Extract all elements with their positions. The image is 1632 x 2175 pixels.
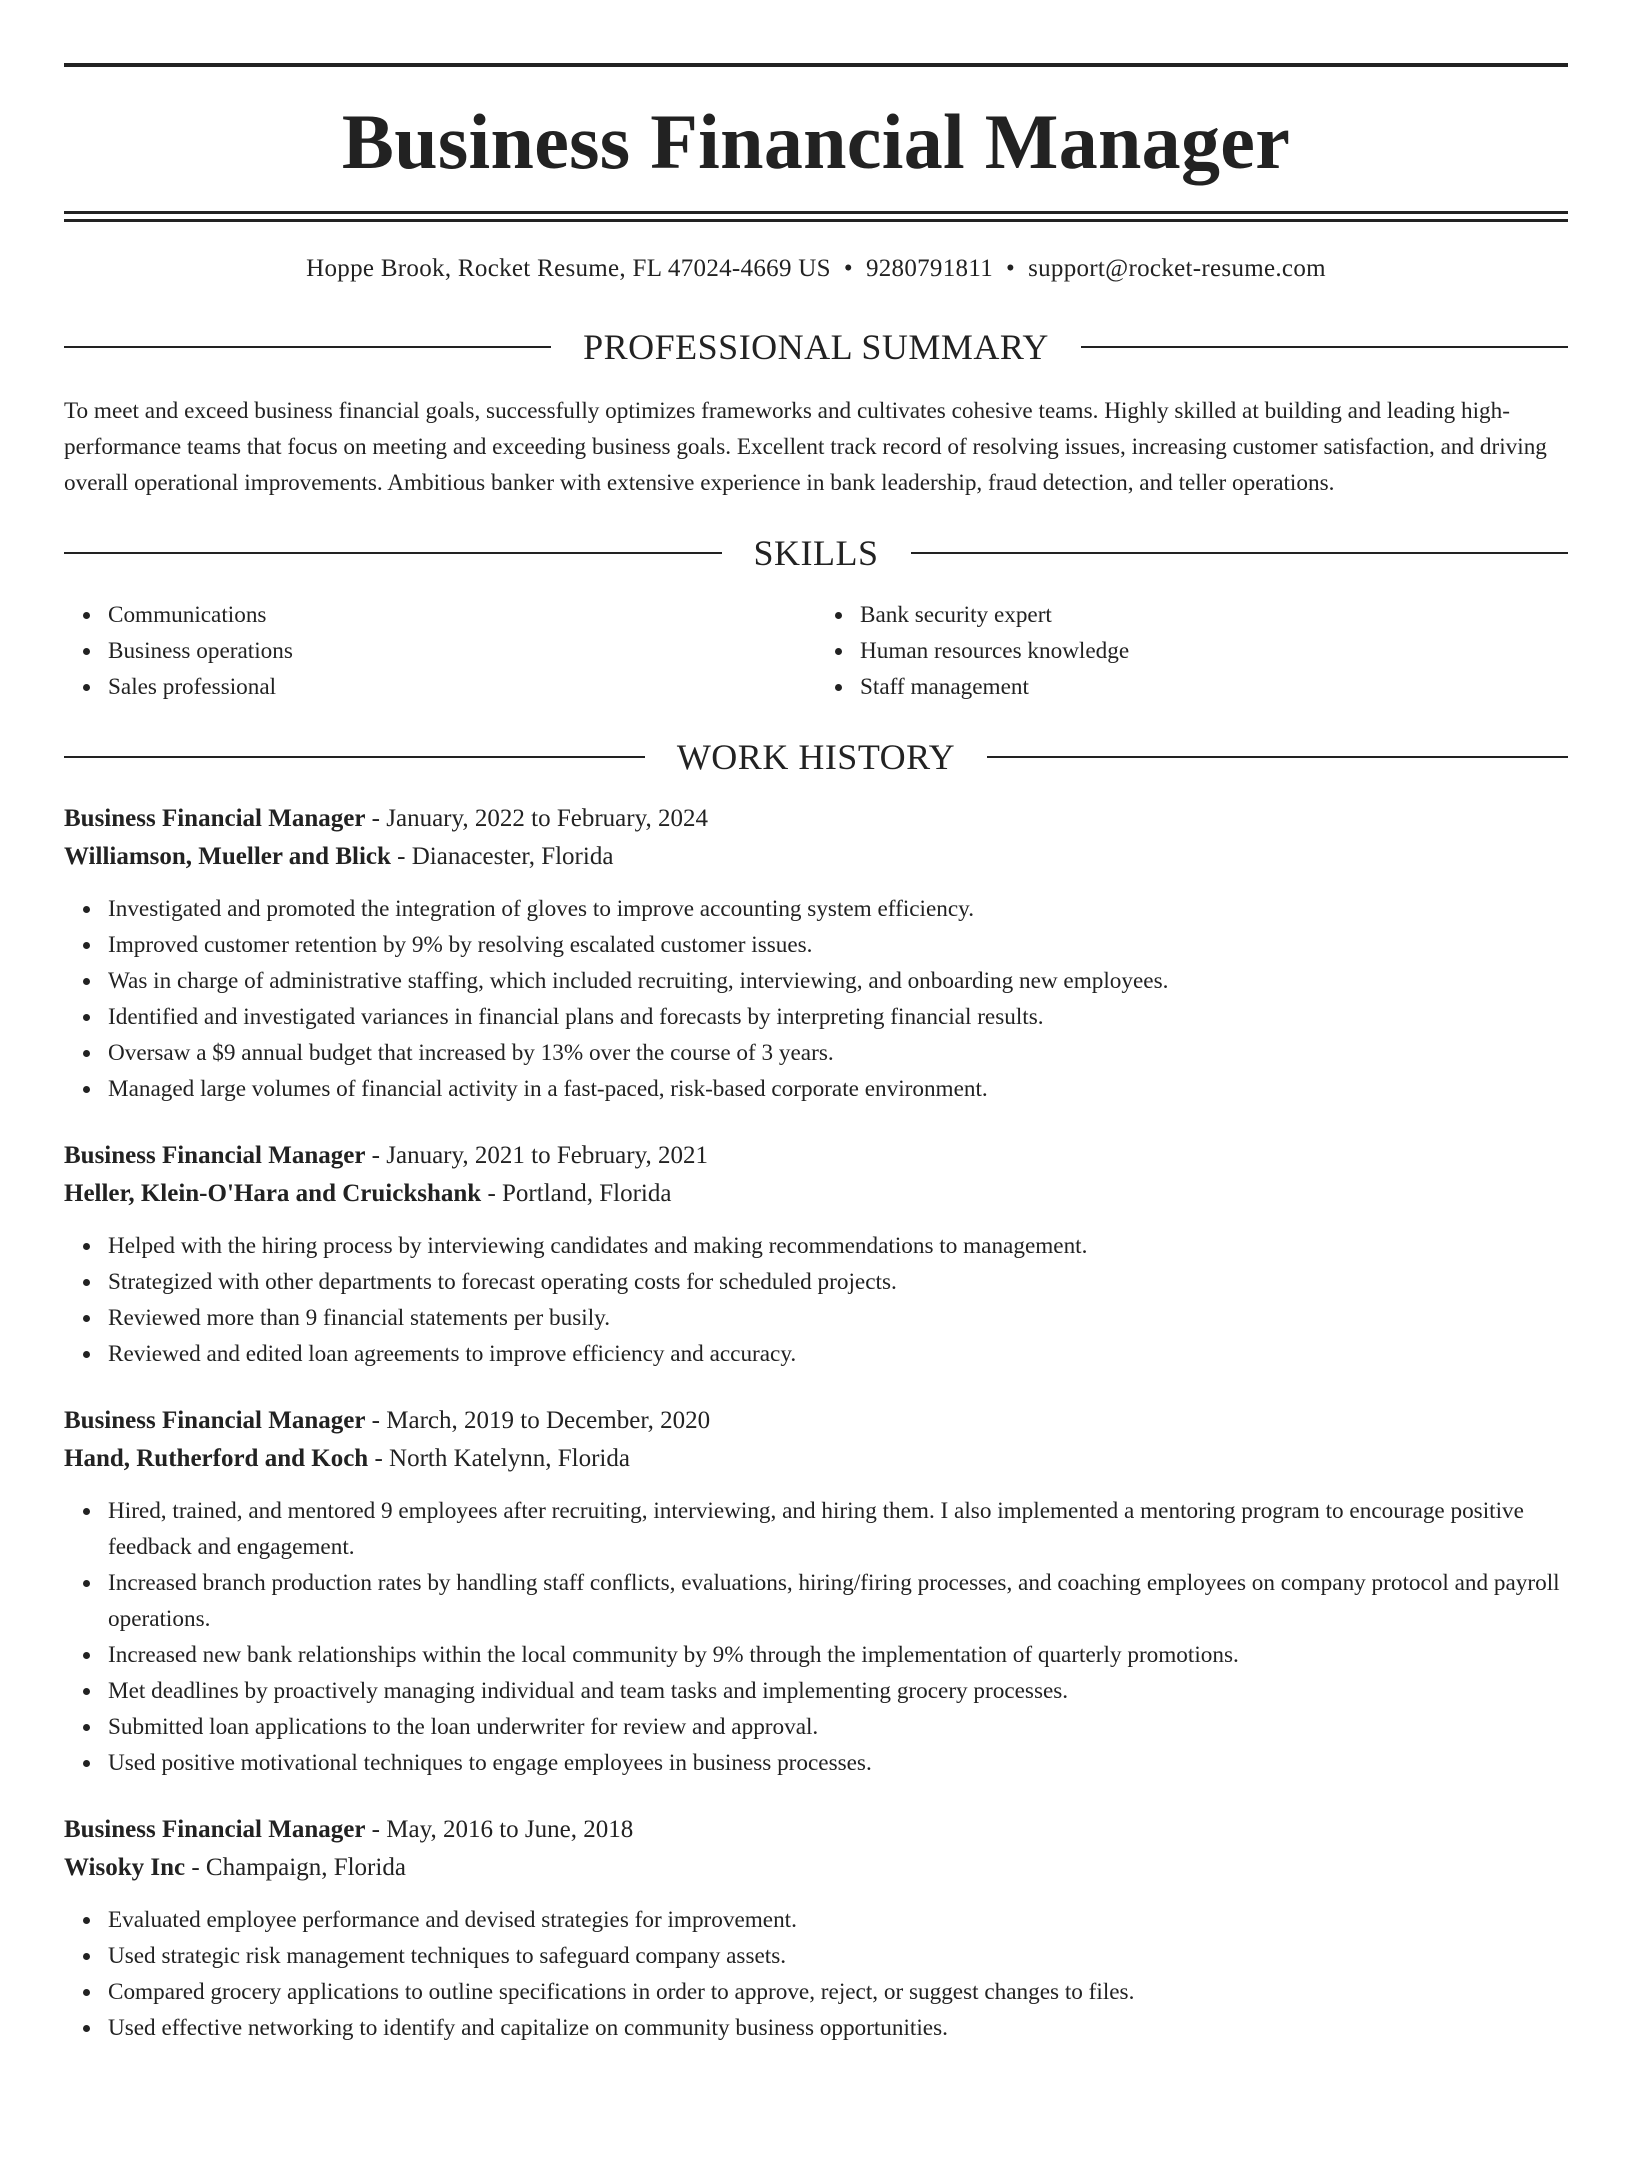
- skill-item: Communications: [108, 597, 816, 633]
- contact-separator: •: [843, 255, 853, 282]
- contact-phone: 9280791811: [865, 255, 994, 282]
- summary-text: To meet and exceed business financial goals, successfully optimizes frameworks and cultivates cohesive teams. Highly skilled at building and leading high-performance teams that focus on meeting and exceeding business goals. Excellent track record of resolving issues, increasing customer satisfaction, and driving overall operational improvements. Ambitious banker with extensive experience in bank leadership, fraud detection, and teller operations.: [64, 398, 1547, 496]
- job-title: Business Financial Manager: [64, 1407, 366, 1434]
- job-duty: Met deadlines by proactively managing individual and team tasks and implementing grocery processes.: [108, 1673, 1568, 1709]
- job-company-line: [64, 1175, 1568, 1213]
- skills-heading: [64, 535, 1568, 571]
- job-duties: [64, 1902, 1568, 2046]
- job-dates: - January, 2021 to February, 2021: [365, 1142, 708, 1169]
- job-duty: Reviewed more than 9 financial statements per busily.: [108, 1300, 1568, 1336]
- job-duty: Increased new bank relationships within the local community by 9% through the implementation of quarterly promotions.: [108, 1637, 1568, 1673]
- summary-heading-text: PROFESSIONAL SUMMARY: [583, 327, 1049, 367]
- job-duty: Identified and investigated variances in financial plans and forecasts by interpreting financial results.: [108, 999, 1568, 1035]
- job-company: Hand, Rutherford and Koch: [64, 1445, 369, 1472]
- skills-column-left: [64, 597, 816, 705]
- job-company-line: [64, 1440, 1568, 1478]
- skill-item: Sales professional: [108, 669, 816, 705]
- skill-item: Human resources knowledge: [860, 633, 1568, 669]
- job-dates: - March, 2019 to December, 2020: [365, 1407, 711, 1434]
- job-duty: Hired, trained, and mentored 9 employees after recruiting, interviewing, and hiring them. I also implemented a mentoring program to encourage positive feedback and engagement.: [108, 1493, 1568, 1565]
- job-title-line: [64, 800, 1568, 838]
- job-location: - Champaign, Florida: [185, 1854, 406, 1881]
- summary-heading: [64, 329, 1568, 365]
- job-company: Williamson, Mueller and Blick: [64, 843, 391, 870]
- job-title: Business Financial Manager: [64, 805, 366, 832]
- resume-page: [0, 63, 1632, 2175]
- heading-rule-left: [64, 346, 551, 348]
- job-entry: [64, 1402, 1568, 1781]
- job-duty: Submitted loan applications to the loan underwriter for review and approval.: [108, 1709, 1568, 1745]
- top-rule: [64, 63, 1568, 67]
- job-duty: Improved customer retention by 9% by resolving escalated customer issues.: [108, 927, 1568, 963]
- job-entry: [64, 1137, 1568, 1372]
- job-entry: [64, 800, 1568, 1107]
- work-history-heading: [64, 739, 1568, 775]
- job-duties: [64, 891, 1568, 1107]
- skills-heading-text: SKILLS: [753, 533, 879, 573]
- heading-rule-left: [64, 756, 645, 758]
- job-title: Business Financial Manager: [64, 1816, 366, 1843]
- job-company: Heller, Klein-O'Hara and Cruickshank: [64, 1180, 482, 1207]
- job-location: - Portland, Florida: [481, 1180, 672, 1207]
- job-duty: Used strategic risk management techniques to safeguard company assets.: [108, 1938, 1568, 1974]
- heading-rule-right: [987, 756, 1568, 758]
- job-duty: Compared grocery applications to outline specifications in order to approve, reject, or suggest changes to files.: [108, 1974, 1568, 2010]
- resume-name: Business Financial Manager: [341, 98, 1291, 185]
- job-title-line: [64, 1137, 1568, 1175]
- job-duty: Increased branch production rates by handling staff conflicts, evaluations, hiring/firing processes, and coaching employees on company protocol and payroll operations.: [108, 1565, 1568, 1637]
- contact-separator: •: [1006, 255, 1016, 282]
- heading-rule-left: [64, 552, 722, 554]
- job-entry: [64, 1811, 1568, 2046]
- job-duty: Investigated and promoted the integration of gloves to improve accounting system efficiency.: [108, 891, 1568, 927]
- job-duty: Oversaw a $9 annual budget that increased by 13% over the course of 3 years.: [108, 1035, 1568, 1071]
- job-duty: Used positive motivational techniques to engage employees in business processes.: [108, 1745, 1568, 1781]
- name-double-rule: [64, 211, 1568, 222]
- job-duty: Used effective networking to identify and capitalize on community business opportunities.: [108, 2010, 1568, 2046]
- job-company-line: [64, 838, 1568, 876]
- job-duty: Strategized with other departments to forecast operating costs for scheduled projects.: [108, 1264, 1568, 1300]
- job-duty: Evaluated employee performance and devised strategies for improvement.: [108, 1902, 1568, 1938]
- job-title-line: [64, 1811, 1568, 1849]
- contact-email: support@rocket-resume.com: [1028, 255, 1326, 282]
- job-company-line: [64, 1849, 1568, 1887]
- job-duty: Reviewed and edited loan agreements to improve efficiency and accuracy.: [108, 1336, 1568, 1372]
- job-duty: Was in charge of administrative staffing, which included recruiting, interviewing, and onboarding new employees.: [108, 963, 1568, 999]
- job-title-line: [64, 1402, 1568, 1440]
- job-dates: - January, 2022 to February, 2024: [365, 805, 708, 832]
- skill-item: Bank security expert: [860, 597, 1568, 633]
- job-duties: [64, 1493, 1568, 1781]
- skill-item: Business operations: [108, 633, 816, 669]
- skills-list: [64, 597, 1568, 705]
- job-dates: - May, 2016 to June, 2018: [365, 1816, 634, 1843]
- skill-item: Staff management: [860, 669, 1568, 705]
- job-company: Wisoky Inc: [64, 1854, 186, 1881]
- contact-address: Hoppe Brook, Rocket Resume, FL 47024-4669 US: [306, 255, 831, 282]
- job-location: - North Katelynn, Florida: [368, 1445, 630, 1472]
- work-history-heading-text: WORK HISTORY: [676, 737, 956, 777]
- skills-column-right: [816, 597, 1568, 705]
- job-location: - Dianacester, Florida: [390, 843, 614, 870]
- heading-rule-right: [911, 552, 1569, 554]
- job-duty: Helped with the hiring process by interviewing candidates and making recommendations to management.: [108, 1228, 1568, 1264]
- heading-rule-right: [1081, 346, 1568, 348]
- job-title: Business Financial Manager: [64, 1142, 366, 1169]
- contact-line: [64, 256, 1568, 281]
- job-duty: Managed large volumes of financial activity in a fast-paced, risk-based corporate environment.: [108, 1071, 1568, 1107]
- job-duties: [64, 1228, 1568, 1372]
